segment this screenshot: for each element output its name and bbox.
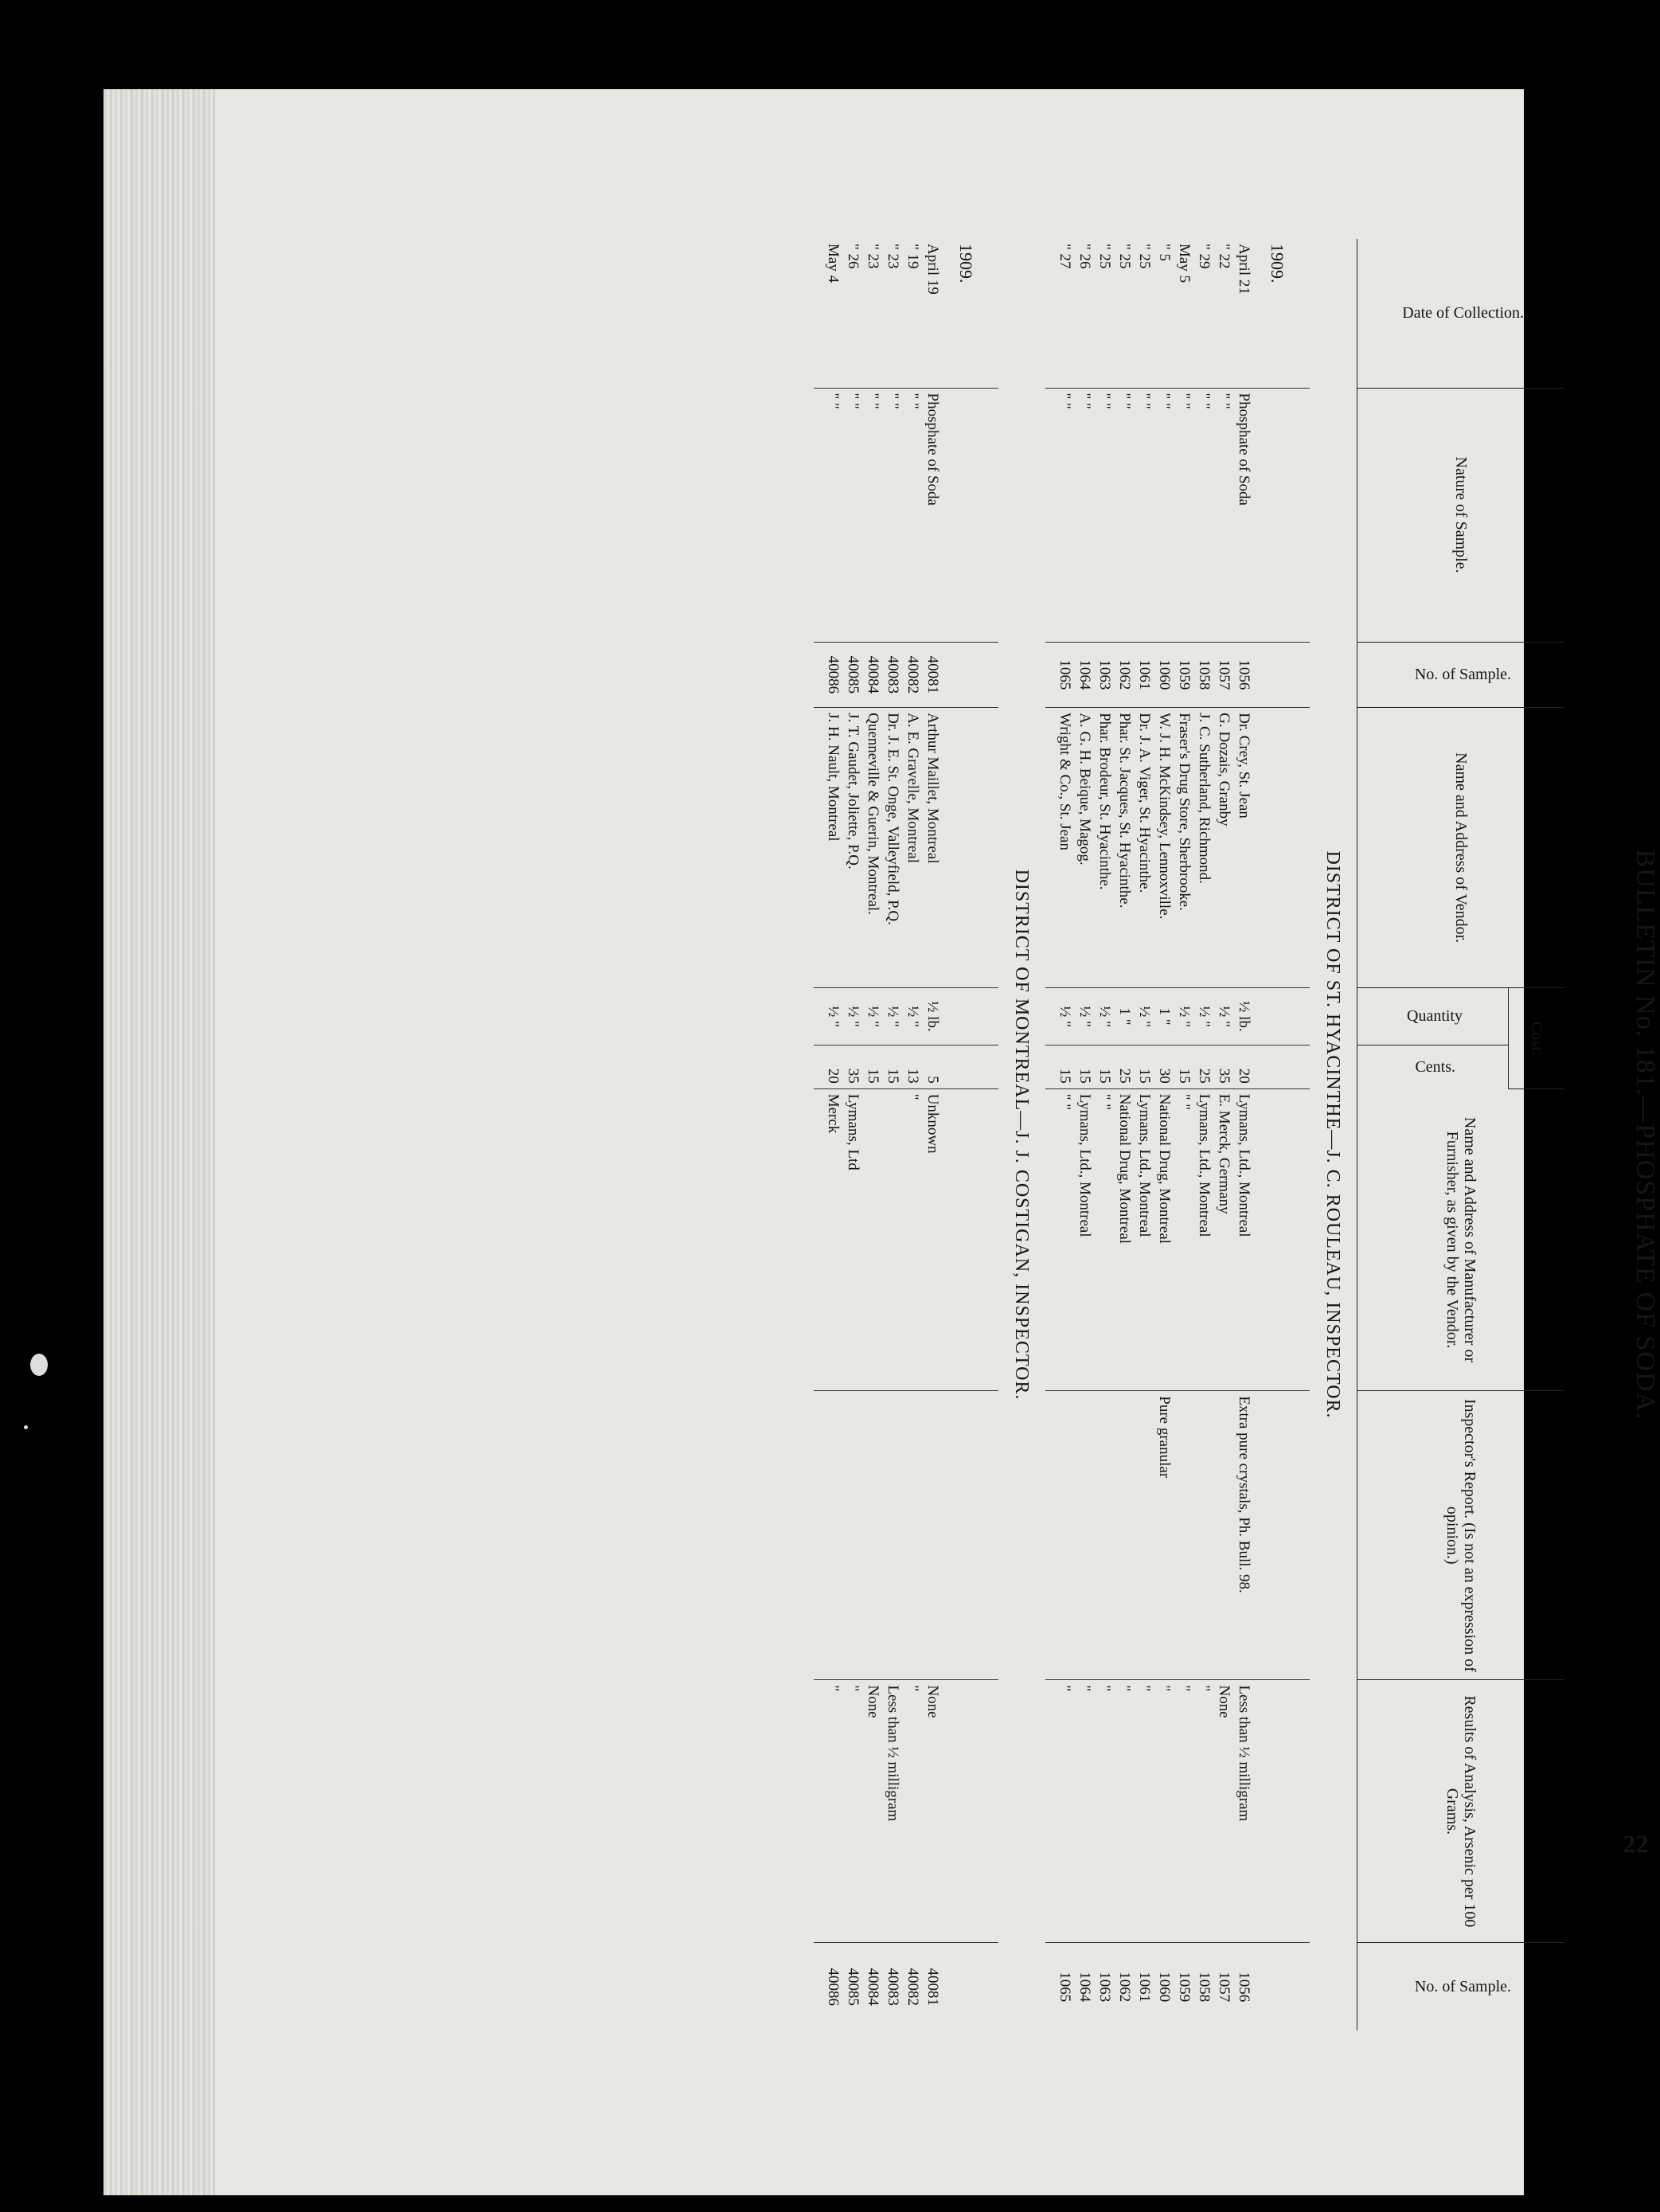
cents-cell: 35	[844, 1045, 864, 1088]
empty-cell	[943, 1088, 999, 1391]
col-date: Date of Collection.	[1357, 239, 1564, 388]
empty-cell	[1255, 642, 1310, 708]
empty-cell	[1255, 1391, 1310, 1680]
empty-cell	[1046, 1045, 1056, 1088]
nature-cell: " "	[1056, 388, 1076, 642]
inspector-cell: Pure granular	[1155, 1391, 1175, 1680]
empty-cell	[1046, 642, 1056, 708]
number-cell: 40086	[824, 642, 844, 708]
vendor-cell: Phar. Brodeur, St. Hyacinthe.	[1096, 708, 1115, 988]
inspector-cell	[1096, 1391, 1115, 1680]
inspector-cell	[1195, 1391, 1215, 1680]
result-cell: "	[1155, 1680, 1175, 1943]
manufacturer-cell: Lymans, Ltd., Montreal	[1195, 1088, 1215, 1391]
date-cell: " 26	[1076, 239, 1096, 388]
empty-cell	[1046, 1680, 1056, 1943]
number-cell: 1056	[1235, 642, 1255, 708]
table-row	[904, 239, 924, 2030]
quantity-cell: ½ "	[824, 988, 844, 1045]
table-row	[1076, 239, 1096, 2030]
scan-speck	[30, 1354, 48, 1376]
district-heading-row	[999, 239, 1046, 2030]
quantity-cell: ½ "	[1096, 988, 1115, 1045]
cents-cell: 35	[1215, 1045, 1235, 1088]
date-cell: " 29	[1195, 239, 1215, 388]
table-row	[924, 239, 943, 2030]
vendor-cell: J. T. Gaudet, Joliette, P.Q.	[844, 708, 864, 988]
nature-cell: Phosphate of Soda	[1235, 388, 1255, 642]
empty-cell	[943, 708, 999, 988]
cents-cell: 5	[924, 1045, 943, 1088]
date-cell: " 25	[1115, 239, 1135, 388]
manufacturer-cell: National Drug, Montreal	[1155, 1088, 1175, 1391]
vendor-cell: Quenneville & Guerin, Montreal.	[864, 708, 884, 988]
sample-number-cell: 40085	[845, 1968, 862, 2006]
vendor-cell: Wright & Co., St. Jean	[1056, 708, 1076, 988]
nature-cell: " "	[1096, 388, 1115, 642]
col-sample-number: No. of Sample.	[1357, 1943, 1564, 2030]
table-row	[864, 239, 884, 2030]
cents-cell: 25	[1115, 1045, 1135, 1088]
manufacturer-cell: "	[904, 1088, 924, 1391]
nature-cell: " "	[904, 388, 924, 642]
year-row	[1255, 239, 1310, 2030]
result-cell: "	[1135, 1680, 1155, 1943]
result-cell: "	[1076, 1680, 1096, 1943]
table-row	[1056, 239, 1076, 2030]
sample-number-cell: 40081	[924, 1968, 942, 2006]
cents-cell: 15	[1135, 1045, 1155, 1088]
result-cell: "	[824, 1680, 844, 1943]
quantity-cell: ½ "	[844, 988, 864, 1045]
table-row	[1215, 239, 1235, 2030]
manufacturer-cell: Lymans, Ltd	[844, 1088, 864, 1391]
number-cell: 1057	[1215, 642, 1235, 708]
quantity-cell: ½ "	[1215, 988, 1235, 1045]
inspector-cell	[824, 1391, 844, 1680]
manufacturer-cell: National Drug, Montreal	[1115, 1088, 1135, 1391]
cents-cell: 20	[824, 1045, 844, 1088]
number-cell: 40083	[884, 642, 904, 708]
empty-cell	[1046, 1088, 1056, 1391]
empty-cell	[1046, 239, 1056, 388]
nature-cell: " "	[864, 388, 884, 642]
nature-cell: " "	[884, 388, 904, 642]
sample-number-cell: 40083	[885, 1968, 902, 2006]
nature-cell: " "	[1175, 388, 1195, 642]
table-row	[884, 239, 904, 2030]
inspector-cell	[1115, 1391, 1135, 1680]
empty-cell	[943, 1943, 999, 2030]
vendor-cell: A. G. H. Beique, Magog.	[1076, 708, 1096, 988]
sample-number-cell: 40086	[825, 1968, 842, 2006]
date-cell: " 25	[1096, 239, 1115, 388]
vendor-cell: Arthur Maillet, Montreal	[924, 708, 943, 988]
table-row	[1155, 239, 1175, 2030]
date-cell: May 5	[1175, 239, 1195, 388]
cents-cell: 15	[1175, 1045, 1195, 1088]
empty-cell	[1255, 1943, 1310, 2030]
quantity-cell: ½ lb.	[1235, 988, 1255, 1045]
table-row	[1135, 239, 1155, 2030]
quantity-cell: ½ "	[904, 988, 924, 1045]
empty-cell	[814, 239, 824, 388]
empty-cell	[1255, 708, 1310, 988]
number-cell: 1058	[1195, 642, 1215, 708]
number-cell: 1063	[1096, 642, 1115, 708]
nature-cell: " "	[1135, 388, 1155, 642]
empty-cell	[1255, 1680, 1310, 1943]
empty-cell	[1255, 988, 1310, 1045]
col-vendor: Name and Address of Vendor.	[1357, 708, 1564, 988]
bulletin-title: BULLETIN No. 181.—PHOSPHATE OF SODA.	[1631, 849, 1660, 1421]
date-cell: May 4	[824, 239, 844, 388]
inspector-cell	[1175, 1391, 1195, 1680]
date-cell: April 19	[924, 239, 943, 388]
result-cell: "	[1096, 1680, 1115, 1943]
empty-cell	[1046, 1391, 1056, 1680]
inspector-cell	[1215, 1391, 1235, 1680]
district-heading: DISTRICT OF ST. HYACINTHE—J. C. ROULEAU, INSPECTOR.	[1322, 850, 1344, 1419]
empty-cell	[814, 1088, 824, 1391]
result-cell: "	[1175, 1680, 1195, 1943]
sample-number-cell: 1064	[1076, 1972, 1094, 2003]
number-cell: 1059	[1175, 642, 1195, 708]
quantity-cell: ½ "	[1175, 988, 1195, 1045]
col-quantity: Quantity	[1357, 988, 1509, 1045]
empty-cell	[1046, 708, 1056, 988]
sample-number-cell: 40082	[904, 1968, 922, 2006]
inspector-cell	[1135, 1391, 1155, 1680]
number-cell: 1061	[1135, 642, 1155, 708]
number-cell: 1062	[1115, 642, 1135, 708]
table-row	[1235, 239, 1255, 2030]
empty-cell	[943, 1680, 999, 1943]
vendor-cell: J. H. Nault, Montreal	[824, 708, 844, 988]
manufacturer-cell: Lymans, Ltd., Montreal	[1076, 1088, 1096, 1391]
spacer-row	[814, 239, 824, 2030]
table-row	[1175, 239, 1195, 2030]
inspector-cell	[884, 1391, 904, 1680]
cents-cell: 15	[1076, 1045, 1096, 1088]
vendor-cell: G. Dozais, Granby	[1215, 708, 1235, 988]
empty-cell	[943, 388, 999, 642]
nature-cell: " "	[824, 388, 844, 642]
inspector-cell	[864, 1391, 884, 1680]
manufacturer-cell: " "	[1175, 1088, 1195, 1391]
empty-cell	[814, 1943, 824, 2030]
result-cell: "	[1195, 1680, 1215, 1943]
date-cell: April 21	[1235, 239, 1255, 388]
result-cell: None	[924, 1680, 943, 1943]
quantity-cell: ½ "	[1195, 988, 1215, 1045]
cents-cell: 15	[1096, 1045, 1115, 1088]
spacer-row	[1046, 239, 1056, 2030]
vendor-cell: W. J. H. McKindsey, Lennoxville.	[1155, 708, 1175, 988]
result-cell: Less than ½ milligram	[1235, 1680, 1255, 1943]
district-heading: DISTRICT OF MONTREAL—J. J. COSTIGAN, INSPECTOR.	[1011, 869, 1033, 1401]
table-row	[824, 239, 844, 2030]
year-row	[943, 239, 999, 2030]
year-label: 1909.	[1255, 239, 1310, 388]
empty-cell	[1255, 1045, 1310, 1088]
manufacturer-cell	[884, 1088, 904, 1391]
col-manufacturer: Name and Address of Manufacturer or Furnisher, as given by the Vendor.	[1357, 1088, 1564, 1391]
col-cents: Cents.	[1357, 1045, 1509, 1088]
quantity-cell: ½ "	[864, 988, 884, 1045]
empty-cell	[814, 642, 824, 708]
nature-cell: Phosphate of Soda	[924, 388, 943, 642]
cents-cell: 25	[1195, 1045, 1215, 1088]
inspector-cell	[844, 1391, 864, 1680]
number-cell: 1065	[1056, 642, 1076, 708]
inspector-cell: Extra pure crystals, Ph. Bull. 98.	[1235, 1391, 1255, 1680]
nature-cell: " "	[1076, 388, 1096, 642]
vendor-cell: A. E. Gravelle, Montreal	[904, 708, 924, 988]
sample-number-cell: 1061	[1136, 1972, 1154, 2003]
page-number: 22	[1623, 1829, 1649, 1858]
col-inspector: Inspector's Report. (Is not an expression of opinion.)	[1357, 1391, 1564, 1680]
vendor-cell: Dr. J. E. St. Onge, Valleyfield, P.Q.	[884, 708, 904, 988]
sample-number-cell: 1059	[1176, 1972, 1193, 2003]
nature-cell: " "	[1155, 388, 1175, 642]
empty-cell	[1046, 388, 1056, 642]
quantity-cell: ½ "	[1076, 988, 1096, 1045]
result-cell: "	[844, 1680, 864, 1943]
nature-cell: " "	[844, 388, 864, 642]
col-num: No. of Sample.	[1357, 642, 1564, 708]
empty-cell	[1046, 1943, 1056, 2030]
table-row	[1096, 239, 1115, 2030]
number-cell: 40081	[924, 642, 943, 708]
results-table	[814, 239, 1565, 2030]
number-cell: 40082	[904, 642, 924, 708]
date-cell: " 22	[1215, 239, 1235, 388]
nature-cell: " "	[1115, 388, 1135, 642]
empty-cell	[814, 988, 824, 1045]
col-cost: Cost.	[1509, 988, 1564, 1089]
manufacturer-cell: " "	[1096, 1088, 1115, 1391]
empty-cell	[1255, 388, 1310, 642]
sample-number-cell: 1057	[1216, 1972, 1233, 2003]
table-row	[1195, 239, 1215, 2030]
inspector-cell	[1056, 1391, 1076, 1680]
empty-cell	[814, 708, 824, 988]
year-label: 1909.	[943, 239, 999, 388]
sample-number-cell: 1065	[1057, 1972, 1074, 2003]
district-heading-row	[1310, 239, 1358, 2030]
quantity-cell: ½ "	[884, 988, 904, 1045]
vendor-cell: J. C. Sutherland, Richmond.	[1195, 708, 1215, 988]
vendor-cell: Phar. St. Jacques, St. Hyacinthe.	[1115, 708, 1135, 988]
cents-cell: 20	[1235, 1045, 1255, 1088]
inspector-cell	[924, 1391, 943, 1680]
manufacturer-cell: Merck	[824, 1088, 844, 1391]
table-row	[844, 239, 864, 2030]
manufacturer-cell: E. Merck, Germany	[1215, 1088, 1235, 1391]
result-cell: Less than ½ milligram	[884, 1680, 904, 1943]
quantity-cell: ½ "	[1135, 988, 1155, 1045]
inspector-cell	[904, 1391, 924, 1680]
vendor-cell: Fraser's Drug Store, Sherbrooke.	[1175, 708, 1195, 988]
date-cell: " 23	[884, 239, 904, 388]
empty-cell	[1046, 988, 1056, 1045]
empty-cell	[814, 1045, 824, 1088]
quantity-cell: 1 "	[1115, 988, 1135, 1045]
col-nature: Nature of Sample.	[1357, 388, 1564, 642]
number-cell: 40084	[864, 642, 884, 708]
date-cell: " 26	[844, 239, 864, 388]
manufacturer-cell	[864, 1088, 884, 1391]
manufacturer-cell: " "	[1056, 1088, 1076, 1391]
page-gutter-edge	[104, 89, 215, 2195]
manufacturer-cell: Unknown	[924, 1088, 943, 1391]
empty-cell	[814, 388, 824, 642]
manufacturer-cell: Lymans, Ltd., Montreal	[1235, 1088, 1255, 1391]
cents-cell: 15	[884, 1045, 904, 1088]
sample-number-cell: 1056	[1236, 1972, 1253, 2003]
sample-number-cell: 1058	[1196, 1972, 1213, 2003]
result-cell: None	[1215, 1680, 1235, 1943]
result-cell: None	[864, 1680, 884, 1943]
result-cell: "	[904, 1680, 924, 1943]
cents-cell: 15	[864, 1045, 884, 1088]
result-cell: "	[1056, 1680, 1076, 1943]
cents-cell: 13	[904, 1045, 924, 1088]
quantity-cell: ½ lb.	[924, 988, 943, 1045]
nature-cell: " "	[1195, 388, 1215, 642]
vendor-cell: Dr. Crey, St. Jean	[1235, 708, 1255, 988]
scan-speck	[24, 1425, 28, 1429]
manufacturer-cell: Lymans, Ltd., Montreal	[1135, 1088, 1155, 1391]
date-cell: " 19	[904, 239, 924, 388]
sample-number-cell: 40084	[865, 1968, 882, 2006]
date-cell: " 27	[1056, 239, 1076, 388]
date-cell: " 5	[1155, 239, 1175, 388]
sample-number-cell: 1060	[1156, 1972, 1174, 2003]
inspector-cell	[1076, 1391, 1096, 1680]
empty-cell	[943, 1391, 999, 1680]
quantity-cell: ½ "	[1056, 988, 1076, 1045]
empty-cell	[943, 1045, 999, 1088]
empty-cell	[943, 988, 999, 1045]
table-row	[1115, 239, 1135, 2030]
col-results: Results of Analysis, Arsenic per 100 Grams.	[1357, 1680, 1564, 1943]
empty-cell	[1255, 1088, 1310, 1391]
cents-cell: 15	[1056, 1045, 1076, 1088]
number-cell: 1060	[1155, 642, 1175, 708]
empty-cell	[814, 1680, 824, 1943]
result-cell: "	[1115, 1680, 1135, 1943]
sample-number-cell: 1063	[1096, 1972, 1114, 2003]
quantity-cell: 1 "	[1155, 988, 1175, 1045]
vendor-cell: Dr. J. A. Viger, St. Hyacinthe.	[1135, 708, 1155, 988]
number-cell: 40085	[844, 642, 864, 708]
rotated-document	[430, 239, 1660, 2030]
empty-cell	[943, 642, 999, 708]
empty-cell	[814, 1391, 824, 1680]
date-cell: " 23	[864, 239, 884, 388]
number-cell: 1064	[1076, 642, 1096, 708]
table-header	[1509, 239, 1564, 2030]
cents-cell: 30	[1155, 1045, 1175, 1088]
date-cell: " 25	[1135, 239, 1155, 388]
sample-number-cell: 1062	[1116, 1972, 1134, 2003]
nature-cell: " "	[1215, 388, 1235, 642]
